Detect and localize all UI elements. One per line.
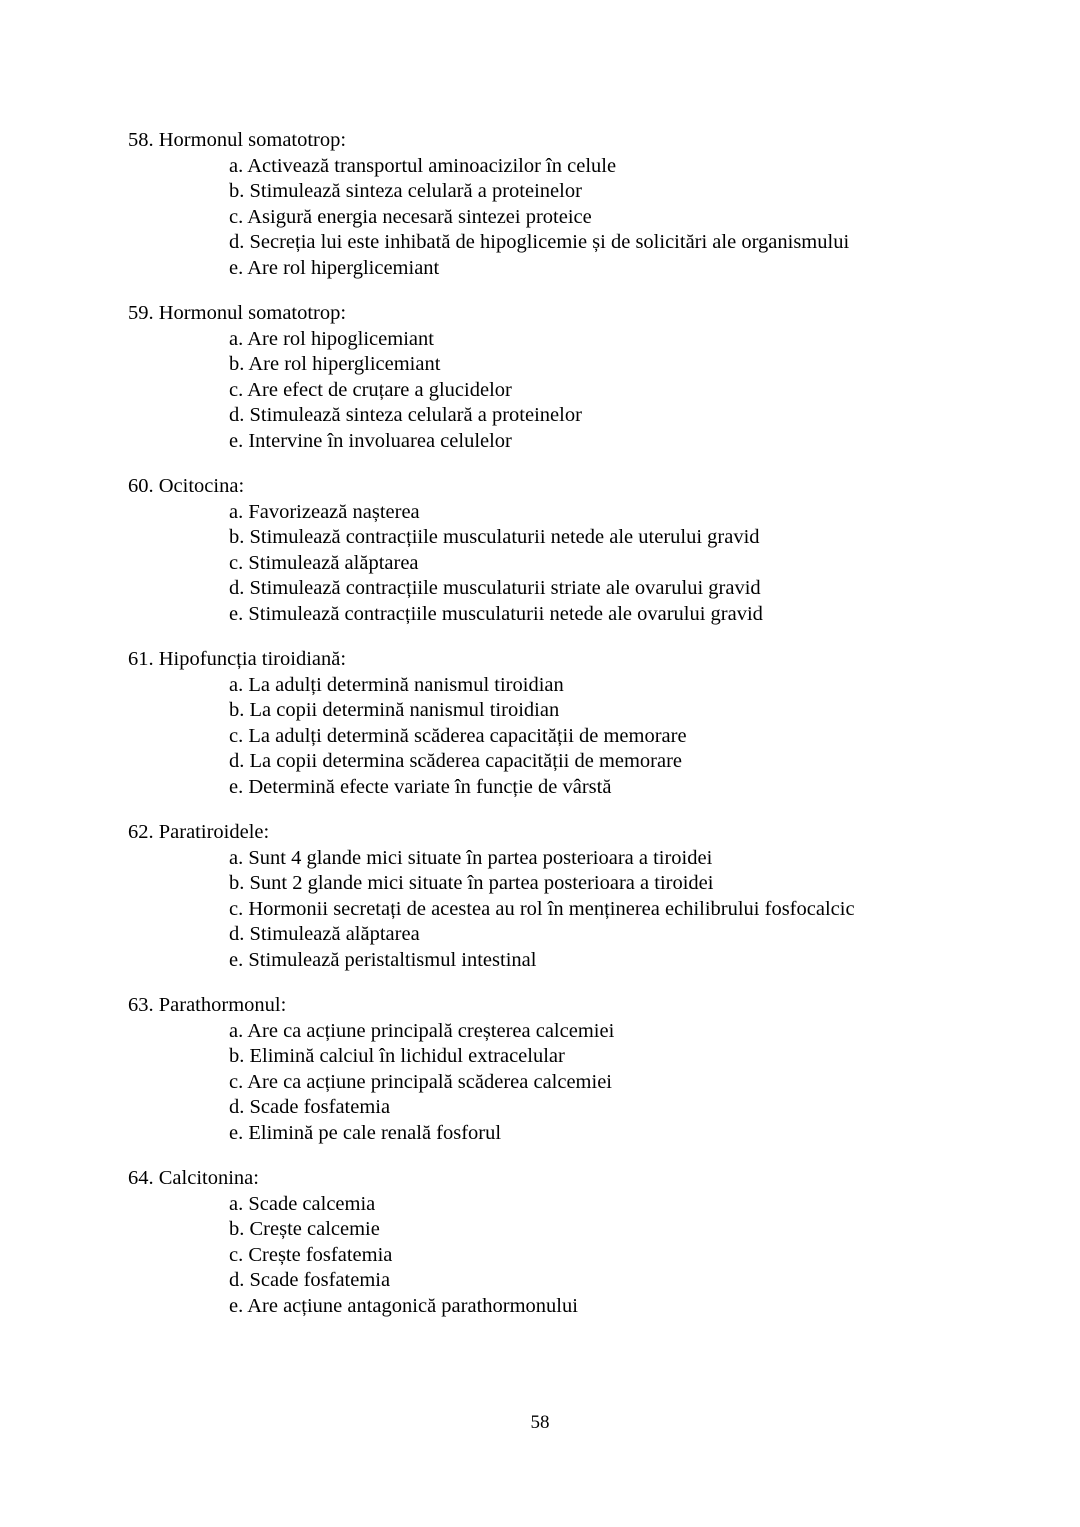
question-stem: 60. Ocitocina: <box>128 475 245 497</box>
answer-option: d. Scade fosfatemia <box>229 1096 391 1118</box>
answer-option: b. La copii determină nanismul tiroidian <box>229 699 560 721</box>
answer-option: e. Are rol hiperglicemiant <box>229 256 440 279</box>
question-block <box>128 647 960 800</box>
question-block <box>128 301 960 454</box>
answer-option: d. La copii determina scăderea capacității de memorare <box>229 750 683 772</box>
answer-option: b. Elimină calciul în lichidul extracelular <box>229 1045 565 1067</box>
answer-option: b. Crește calcemie <box>229 1218 380 1240</box>
answer-option: d. Stimulează contracțiile musculaturii striate ale ovarului gravid <box>229 577 761 599</box>
answer-option: c. Asigură energia necesară sintezei proteice <box>229 205 592 228</box>
answer-option: e. Intervine în involuarea celulelor <box>229 429 512 452</box>
answer-option: c. Are ca acțiune principală scăderea calcemiei <box>229 1070 612 1093</box>
question-block <box>128 820 960 973</box>
answer-option: a. Are rol hipoglicemiant <box>229 327 434 350</box>
answer-option: b. Stimulează sinteza celulară a proteinelor <box>229 180 582 202</box>
answer-option: c. Stimulează alăptarea <box>229 551 419 574</box>
answer-option: d. Stimulează alăptarea <box>229 923 420 945</box>
answer-option: b. Are rol hiperglicemiant <box>229 353 441 375</box>
question-stem: 61. Hipofuncția tiroidiană: <box>128 648 347 670</box>
question-block <box>128 128 960 281</box>
answer-option: d. Scade fosfatemia <box>229 1269 391 1291</box>
answer-option: e. Stimulează contracțiile musculaturii netede ale ovarului gravid <box>229 602 763 625</box>
answer-option: c. Crește fosfatemia <box>229 1243 393 1266</box>
page-number: 58 <box>530 1412 550 1433</box>
answer-option: a. La adulți determină nanismul tiroidian <box>229 673 564 696</box>
answer-option: e. Determină efecte variate în funcție de vârstă <box>229 775 612 798</box>
answer-option: a. Scade calcemia <box>229 1192 376 1215</box>
answer-option: b. Stimulează contracțiile musculaturii netede ale uterului gravid <box>229 526 760 548</box>
answer-option: a. Are ca acțiune principală creșterea calcemiei <box>229 1019 615 1042</box>
question-stem: 62. Paratiroidele: <box>128 821 270 843</box>
answer-option: a. Activează transportul aminoacizilor în celule <box>229 154 617 177</box>
answer-option: a. Favorizează nașterea <box>229 500 420 523</box>
question-stem: 59. Hormonul somatotrop: <box>128 302 347 324</box>
question-block <box>128 474 960 627</box>
answer-option: c. La adulți determină scăderea capacității de memorare <box>229 724 687 747</box>
answer-option: a. Sunt 4 glande mici situate în partea posterioara a tiroidei <box>229 846 713 869</box>
question-stem: 63. Parathormonul: <box>128 994 287 1016</box>
question-stem: 64. Calcitonina: <box>128 1167 259 1189</box>
answer-option: b. Sunt 2 glande mici situate în partea posterioara a tiroidei <box>229 872 714 894</box>
answer-option: e. Are acțiune antagonică parathormonului <box>229 1294 578 1317</box>
answer-option: c. Hormonii secretați de acestea au rol în menținerea echilibrului fosfocalcic <box>229 897 855 920</box>
answer-option: c. Are efect de cruțare a glucidelor <box>229 378 512 401</box>
answer-option: d. Stimulează sinteza celulară a proteinelor <box>229 404 582 426</box>
question-stem: 58. Hormonul somatotrop: <box>128 129 347 151</box>
answer-option: e. Stimulează peristaltismul intestinal <box>229 948 537 971</box>
answer-option: e. Elimină pe cale renală fosforul <box>229 1121 502 1144</box>
answer-option: d. Secreția lui este inhibată de hipoglicemie și de solicitări ale organismului <box>229 231 850 253</box>
question-block <box>128 993 960 1146</box>
question-block <box>128 1166 960 1319</box>
